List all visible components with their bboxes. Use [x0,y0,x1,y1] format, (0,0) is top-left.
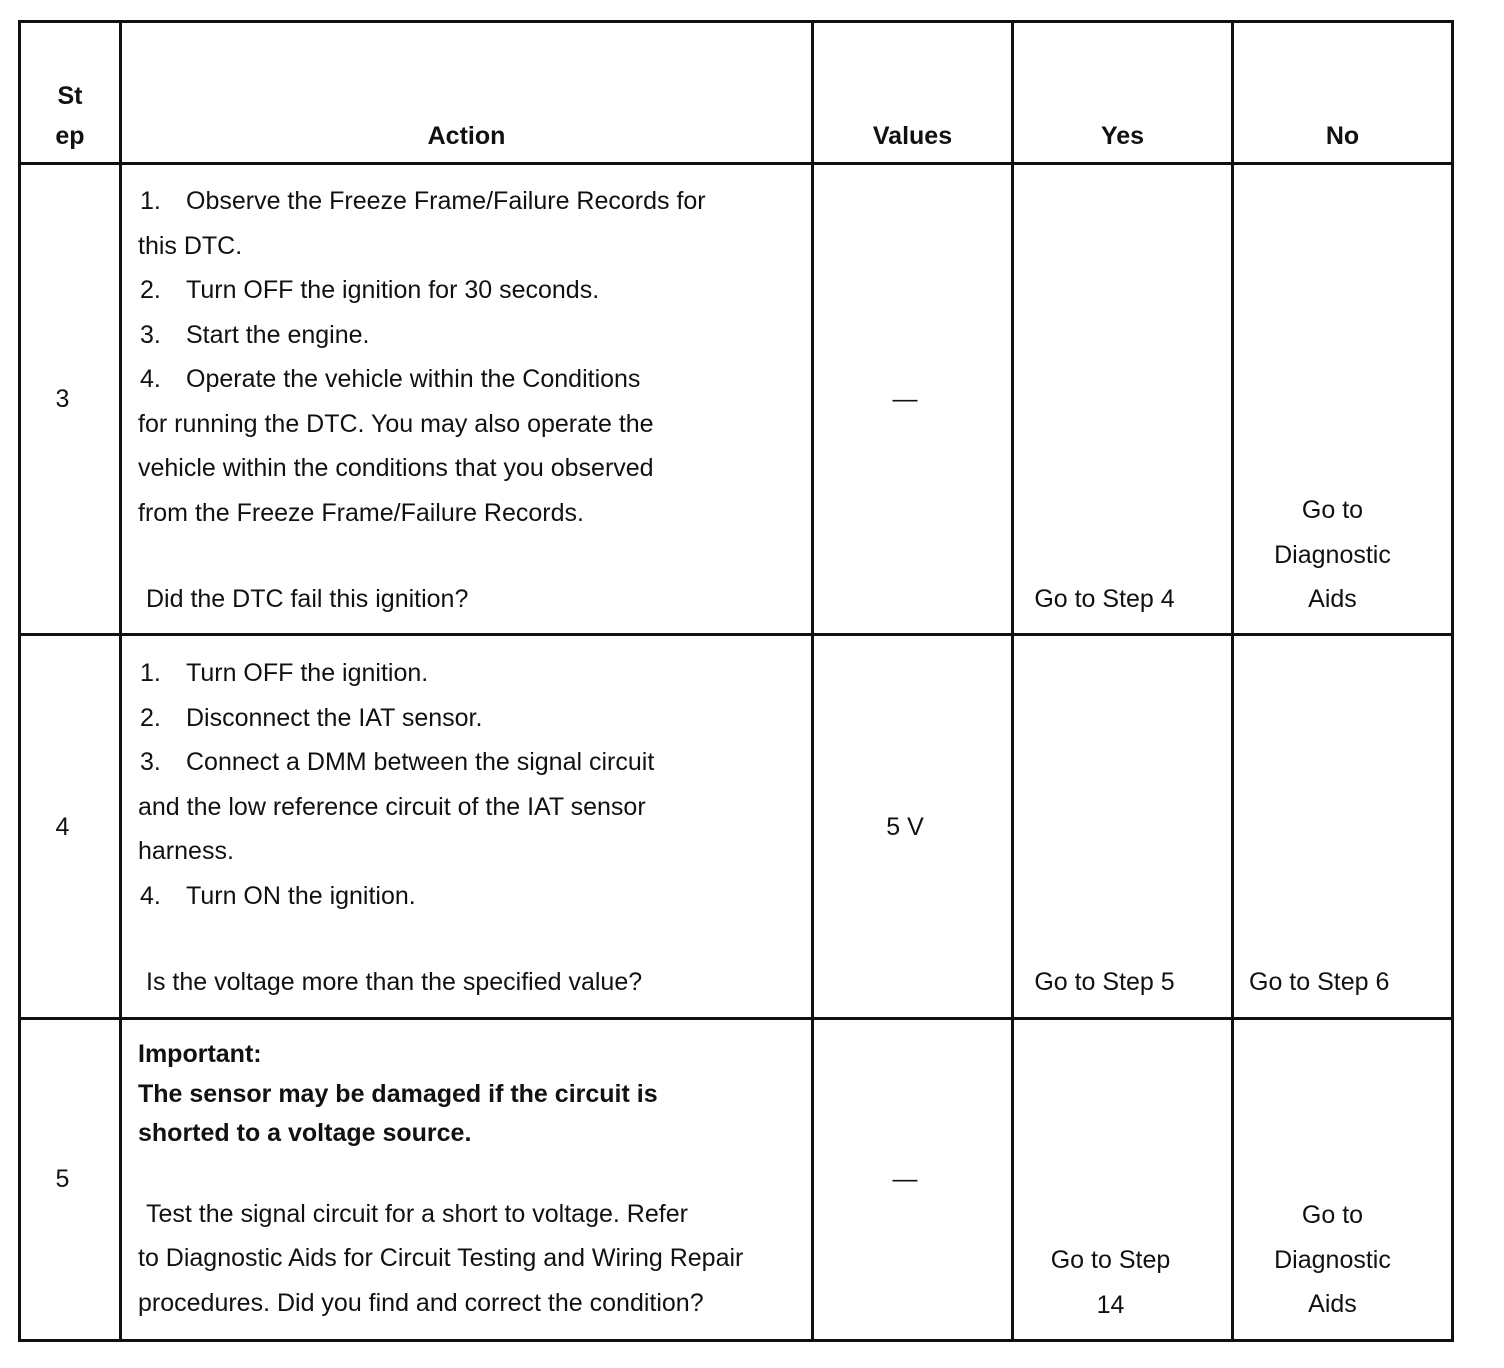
important-text: The sensor may be damaged if the circuit is [138,1079,658,1108]
no-cell [1249,960,1449,1005]
grid-line [18,20,1454,23]
question-text: Did the DTC fail this ignition? [146,585,469,613]
important-label: Important: [138,1040,262,1068]
diagnostic-table [18,20,1454,1342]
value-cell: 5 V [886,813,924,841]
grid-line [18,1339,1454,1342]
important-text: shorted to a voltage source. [138,1119,472,1147]
item-number: 2. [140,703,161,732]
no-text: Diagnostic [1274,1245,1391,1274]
grid-line [1231,20,1234,1342]
yes-text: Go to Step 5 [1034,968,1175,996]
no-text: Go to [1301,496,1364,524]
header-values: Values [872,122,953,150]
yes-cell [1014,960,1195,1005]
grid-line [119,20,122,1342]
grid-line [18,633,1454,636]
list-item [138,651,808,696]
item-continuation: harness. [138,837,234,865]
list-item [138,268,808,313]
item-number: 1. [140,659,161,687]
no-text: Aids [1308,1290,1357,1318]
item-number: 3. [140,748,161,776]
action-cell [138,651,808,1005]
header-yes: Yes [1100,122,1145,150]
value-cell: — [892,385,918,413]
item-continuation: this DTC. [138,231,243,260]
action-cell [138,179,808,622]
list-item [138,740,808,785]
list-item [138,313,808,358]
value-cell: — [892,1165,918,1193]
item-text: Observe the Freeze Frame/Failure Records for [186,187,706,215]
action-cell [138,1035,808,1325]
header-step [21,76,119,156]
no-cell [1234,488,1431,622]
item-continuation: for running the DTC. You may also operate the [138,409,654,438]
item-number: 4. [140,365,161,393]
grid-line [811,20,814,1342]
header-step-line: St [57,82,83,110]
item-text: Disconnect the IAT sensor. [186,703,483,732]
list-item [138,179,808,224]
grid-line [1451,20,1454,1342]
list-item [138,874,808,919]
step-number: 5 [55,1165,70,1193]
grid-line [1011,20,1014,1342]
item-text: Turn OFF the ignition for 30 seconds. [186,276,600,304]
step-number: 3 [55,385,70,413]
item-number: 3. [140,320,161,349]
yes-text: 14 [1096,1290,1125,1319]
yes-cell [1014,1238,1207,1327]
item-number: 1. [140,187,161,215]
yes-text: Go to Step 4 [1034,585,1175,613]
question-text: Is the voltage more than the specified value? [146,968,643,996]
header-action: Action [427,122,506,150]
grid-line [18,1017,1454,1020]
item-continuation: from the Freeze Frame/Failure Records. [138,498,584,527]
item-text: Start the engine. [186,320,370,349]
body-text: to Diagnostic Aids for Circuit Testing and Wiring Repair [138,1244,744,1272]
item-text: Turn OFF the ignition. [186,659,429,687]
list-item [138,696,808,741]
item-number: 4. [140,881,161,910]
step-number: 4 [55,813,70,841]
no-text: Diagnostic [1274,540,1391,569]
no-text: Go to Step 6 [1249,968,1390,996]
item-text: Turn ON the ignition. [186,881,416,910]
yes-text: Go to Step [1050,1246,1171,1274]
no-text: Go to [1301,1201,1364,1229]
grid-line [18,162,1454,165]
header-no: No [1325,122,1360,150]
item-number: 2. [140,276,161,304]
item-continuation: and the low reference circuit of the IAT sensor [138,792,646,821]
no-cell [1234,1193,1431,1327]
item-text: Connect a DMM between the signal circuit [186,748,655,776]
item-continuation: vehicle within the conditions that you observed [138,454,654,482]
grid-line [18,20,21,1342]
body-text: Test the signal circuit for a short to voltage. Refer [146,1199,688,1228]
item-text: Operate the vehicle within the Conditions [186,365,641,393]
body-text: procedures. Did you find and correct the condition? [138,1288,704,1317]
yes-cell [1014,577,1195,622]
list-item [138,357,808,402]
header-step-line: ep [55,122,85,150]
no-text: Aids [1308,585,1357,613]
